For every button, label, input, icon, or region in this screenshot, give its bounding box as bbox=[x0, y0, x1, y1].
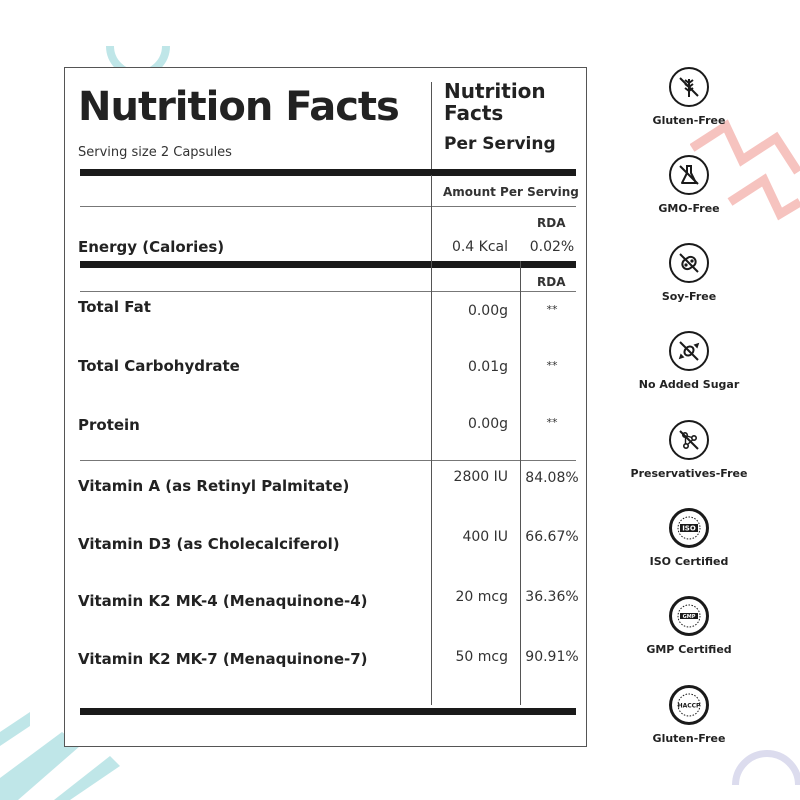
nutrient-amount: 2800 IU bbox=[453, 469, 508, 485]
nutrient-name: Total Carbohydrate bbox=[78, 357, 240, 375]
badge-label: GMP Certified bbox=[646, 643, 732, 656]
candy-crossed-icon bbox=[669, 331, 709, 371]
nutrient-name: Vitamin A (as Retinyl Palmitate) bbox=[78, 477, 350, 495]
haccp-seal-icon bbox=[669, 685, 709, 725]
rule-before-vitamins bbox=[80, 460, 576, 461]
iso-seal-text: ISO bbox=[682, 524, 696, 533]
column-title: Nutrition Facts bbox=[444, 79, 546, 125]
nutrient-rda: 90.91% bbox=[525, 649, 579, 665]
nutrient-name: Protein bbox=[78, 416, 140, 434]
rule-after-amount-header bbox=[80, 206, 576, 207]
badge-gmp-certified bbox=[628, 596, 750, 656]
badge-gmo-free bbox=[628, 155, 750, 215]
rda-header-energy: RDA bbox=[537, 216, 566, 230]
rda-header-nutrients: RDA bbox=[537, 275, 566, 289]
nutrition-label bbox=[64, 67, 587, 747]
nutrient-amount: 0.00g bbox=[467, 303, 508, 319]
nutrient-rda: ** bbox=[546, 359, 558, 372]
haccp-seal-text: HACCP bbox=[677, 702, 701, 710]
per-serving-label: Per Serving bbox=[444, 134, 556, 154]
badge-label: Gluten-Free bbox=[652, 732, 726, 745]
badge-label: Preservatives-Free bbox=[630, 467, 748, 480]
nutrient-rda: 66.67% bbox=[525, 529, 579, 545]
label-title: Nutrition Facts bbox=[78, 84, 399, 130]
soy-crossed-icon bbox=[669, 243, 709, 283]
decorative-arc-bottom bbox=[732, 750, 800, 800]
nutrient-amount: 20 mcg bbox=[455, 589, 508, 605]
badge-soy-free bbox=[628, 243, 750, 303]
gmp-seal-icon bbox=[669, 596, 709, 636]
badge-preservatives-free bbox=[628, 420, 750, 480]
energy-amount: 0.4 Kcal bbox=[451, 239, 508, 255]
wheat-crossed-icon bbox=[669, 67, 709, 107]
amount-per-serving-header: Amount Per Serving bbox=[443, 185, 579, 199]
column-divider-top bbox=[431, 82, 432, 170]
nutrient-name: Vitamin K2 MK-7 (Menaquinone-7) bbox=[78, 650, 368, 668]
nutrient-rda: 84.08% bbox=[525, 470, 579, 486]
flask-crossed-icon bbox=[669, 155, 709, 195]
thick-rule-energy bbox=[80, 261, 576, 268]
thick-rule-bottom bbox=[80, 708, 576, 715]
nutrient-amount: 50 mcg bbox=[455, 649, 508, 665]
badge-haccp bbox=[628, 685, 750, 745]
serving-size: Serving size 2 Capsules bbox=[78, 145, 232, 160]
badge-iso-certified bbox=[628, 508, 750, 568]
gmp-seal-text: GMP bbox=[682, 614, 696, 620]
nutrient-name: Total Fat bbox=[78, 298, 151, 316]
rda-column-divider bbox=[520, 261, 521, 705]
energy-name: Energy (Calories) bbox=[78, 238, 225, 256]
nutrient-amount: 400 IU bbox=[462, 529, 508, 545]
badge-label: GMO-Free bbox=[658, 202, 720, 215]
badge-label: No Added Sugar bbox=[638, 378, 740, 391]
rule-after-rda-header bbox=[80, 291, 576, 292]
nutrient-rda: 36.36% bbox=[525, 589, 579, 605]
badge-label: ISO Certified bbox=[649, 555, 729, 568]
badge-gluten-free bbox=[628, 67, 750, 127]
molecule-crossed-icon bbox=[669, 420, 709, 460]
nutrient-amount: 0.01g bbox=[467, 359, 508, 375]
badge-no-added-sugar bbox=[628, 331, 750, 391]
nutrient-amount: 0.00g bbox=[467, 416, 508, 432]
badge-label: Gluten-Free bbox=[652, 114, 726, 127]
thick-rule-top bbox=[80, 169, 576, 176]
nutrient-name: Vitamin K2 MK-4 (Menaquinone-4) bbox=[78, 592, 368, 610]
nutrient-name: Vitamin D3 (as Cholecalciferol) bbox=[78, 535, 340, 553]
iso-seal-icon bbox=[669, 508, 709, 548]
energy-rda: 0.02% bbox=[529, 239, 575, 255]
nutrient-rda: ** bbox=[546, 416, 558, 429]
badge-label: Soy-Free bbox=[661, 290, 717, 303]
nutrient-rda: ** bbox=[546, 303, 558, 316]
